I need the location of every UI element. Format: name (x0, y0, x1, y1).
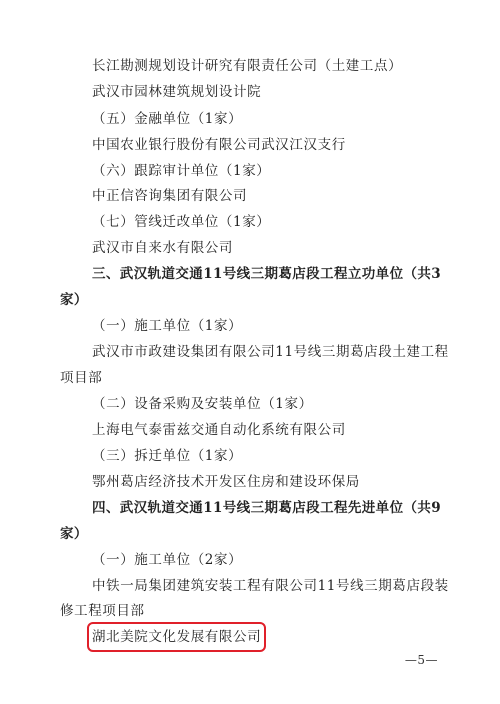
subheading-equipment: （二）设备采购及安装单位（1家） (92, 396, 313, 412)
text-line-21: 中铁一局集团建筑安装工程有限公司11号线三期葛店段装 (92, 578, 449, 594)
page-number: —5— (404, 653, 438, 667)
text-line-22: 修工程项目部 (60, 603, 145, 619)
text-line-8: 武汉市自来水有限公司 (92, 240, 233, 256)
subheading-demolition: （三）拆迁单位（1家） (92, 448, 243, 464)
text-line-15: 上海电气泰雷兹交通自动化系统有限公司 (92, 422, 346, 438)
subheading-finance: （五）金融单位（1家） (92, 111, 243, 127)
text-line-2: 武汉市园林建筑规划设计院 (92, 84, 262, 100)
subheading-audit: （六）跟踪审计单位（1家） (92, 163, 271, 179)
highlighted-company: 湖北美院文化发展有限公司 (92, 629, 262, 645)
text-line-1: 长江勘测规划设计研究有限责任公司（土建工点） (92, 58, 403, 74)
text-line-17: 鄂州葛店经济技术开发区住房和建设环保局 (92, 474, 360, 490)
text-line-4: 中国农业银行股份有限公司武汉江汉支行 (92, 137, 346, 153)
text-line-12: 武汉市市政建设集团有限公司11号线三期葛店段土建工程 (92, 344, 449, 360)
text-line-13: 项目部 (60, 370, 103, 386)
subheading-construction-1: （一）施工单位（1家） (92, 318, 243, 334)
section-heading-3: 三、武汉轨道交通11号线三期葛店段工程立功单位（共3 (92, 266, 442, 282)
subheading-construction-2: （一）施工单位（2家） (92, 552, 243, 568)
section-heading-3-cont: 家） (60, 292, 88, 308)
text-line-6: 中正信咨询集团有限公司 (92, 188, 248, 204)
section-heading-4: 四、武汉轨道交通11号线三期葛店段工程先进单位（共9 (92, 500, 442, 516)
subheading-pipeline: （七）管线迁改单位（1家） (92, 214, 271, 230)
section-heading-4-cont: 家） (60, 526, 88, 542)
